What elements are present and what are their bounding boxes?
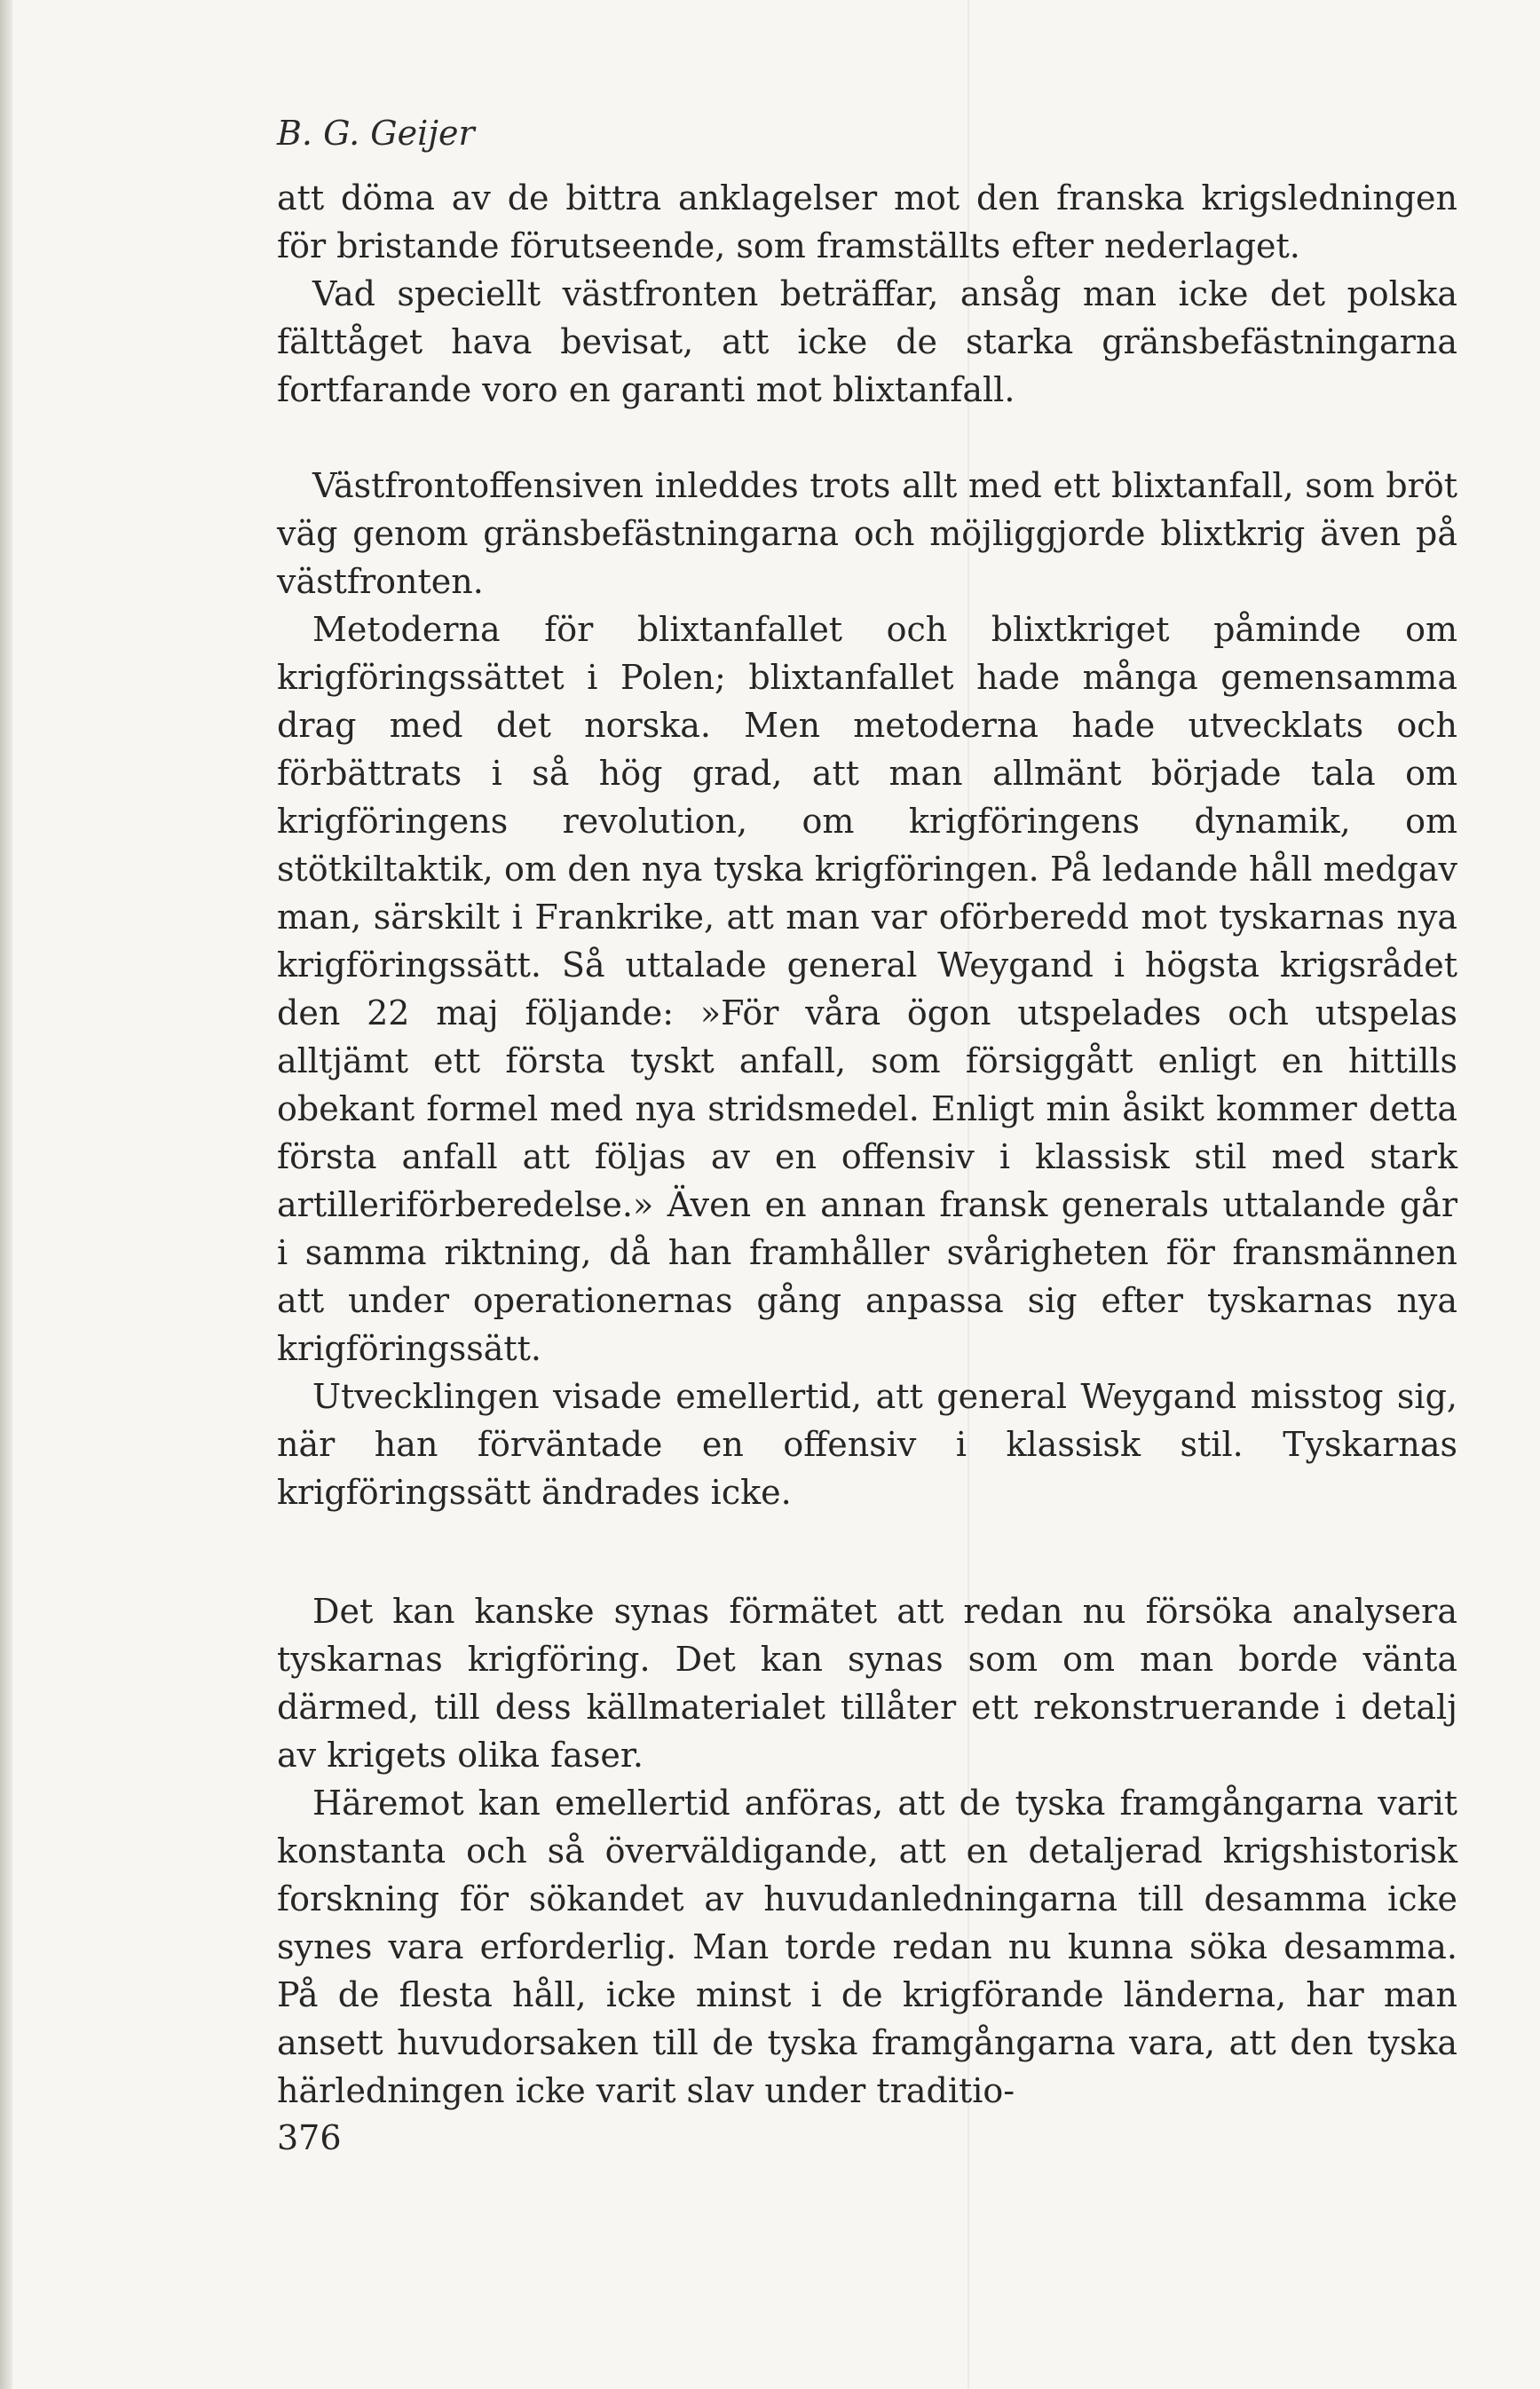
- paragraph-2: Vad speciellt västfronten beträffar, ansåg man icke det polska fälttåget hava bevisat, att icke de starka gränsbefästningarna fortfarande voro en garanti mot blixtanfall.: [277, 274, 1457, 409]
- paragraph-7: Häremot kan emellertid anföras, att de tyska framgångarna varit konstanta och så överväldigande, att en detaljerad krigshistorisk forskning för sökandet av huvudanledningarna till desamma icke synes vara erforderlig. Man torde redan nu kunna söka desamma. På de flesta håll, icke minst i de krigförande länderna, har man ansett huvudorsaken till de tyska framgångarna vara, att den tyska härledningen icke varit slav under traditio-: [277, 1784, 1457, 2110]
- page-number: 376: [277, 2118, 342, 2157]
- paragraph-6: Det kan kanske synas förmätet att redan nu försöka analysera tyskarnas krigföring. Det kan synas som om man borde vänta därmed, till dess källmaterialet tillåter ett rekonstruerande i detalj av krigets olika faser.: [277, 1592, 1457, 1775]
- paragraph-5: Utvecklingen visade emellertid, att general Weygand misstog sig, när han förväntade en offensiv i klassisk stil. Tyskarnas krigföringssätt ändrades icke.: [277, 1377, 1457, 1512]
- paragraph-1: att döma av de bittra anklagelser mot den franska krigsledningen för bristande förutseende, som framställts efter nederlaget.: [277, 178, 1457, 265]
- page-binding-edge: [0, 0, 12, 2389]
- running-head-author: B. G. Geijer: [277, 114, 475, 153]
- body-text: [277, 174, 1457, 2115]
- paragraph-3: Västfrontoffensiven inleddes trots allt med ett blixtanfall, som bröt väg genom gränsbefästningarna och möjliggjorde blixtkrig även på västfronten.: [277, 466, 1457, 601]
- paragraph-4: Metoderna för blixtanfallet och blixtkriget påminde om krigföringssättet i Polen; blixtanfallet hade många gemensamma drag med det norska. Men metoderna hade utvecklats och förbättrats i så hög grad, att man allmänt började tala om krigföringens revolution, om krigföringens dynamik, om stötkiltaktik, om den nya tyska krigföringen. På ledande håll medgav man, särskilt i Frankrike, att man var oförberedd mot tyskarnas nya krigföringssätt. Så uttalade general Weygand i högsta krigsrådet den 22 maj följande: »För våra ögon utspelades och utspelas alltjämt ett första tyskt anfall, som försiggått enligt en hittills obekant formel med nya stridsmedel. Enligt min åsikt kommer detta första anfall att följas av en offensiv i klassisk stil med stark artilleriförberedelse.» Även en annan fransk generals uttalande går i samma riktning, då han framhåller svårigheten för fransmännen att under operationernas gång anpassa sig efter tyskarnas nya krigföringssätt.: [277, 610, 1457, 1368]
